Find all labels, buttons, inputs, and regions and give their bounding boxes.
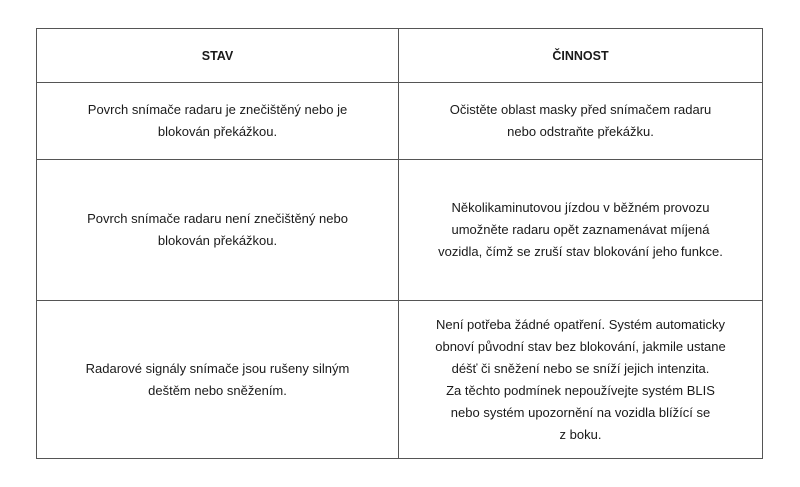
action-text-line: déšť či sněžení nebo se sníží jejich intenzita. (451, 360, 710, 376)
action-cell (399, 160, 763, 301)
action-text-line: obnoví původní stav bez blokování, jakmile ustane (435, 338, 726, 354)
table-header-row (37, 29, 763, 83)
header-stav: STAV (37, 29, 399, 83)
action-text-line: vozidla, čímž se zruší stav blokování jeho funkce. (438, 244, 723, 259)
action-text-line: Není potřeba žádné opatření. Systém automaticky (435, 316, 726, 332)
action-text-line: z boku. (559, 426, 602, 442)
action-text-line: Za těchto podmínek nepoužívejte systém BLIS (446, 382, 715, 398)
table-row (37, 301, 763, 459)
header-cinnost: ČINNOST (399, 29, 763, 83)
condition-cell (37, 160, 399, 301)
action-text-line: nebo odstraňte překážku. (507, 124, 654, 139)
table-row (37, 83, 763, 160)
condition-text-line: Radarové signály snímače jsou rušeny silným (85, 360, 350, 376)
action-text-line: umožněte radaru opět zaznamenávat míjená (451, 222, 710, 237)
status-action-table (36, 28, 763, 459)
condition-text-line: Povrch snímače radaru není znečištěný nebo (87, 211, 348, 226)
condition-text-line: blokován překážkou. (157, 233, 278, 248)
condition-cell (37, 301, 399, 459)
action-cell (399, 301, 763, 459)
condition-text-line: blokován překážkou. (157, 124, 278, 139)
condition-text-line: Povrch snímače radaru je znečištěný nebo je (87, 102, 348, 117)
condition-cell (37, 83, 399, 160)
action-text-line: Několikaminutovou jízdou v běžném provozu (451, 200, 710, 215)
action-text-line: nebo systém upozornění na vozidla blížící se (450, 404, 711, 420)
table-row (37, 160, 763, 301)
action-text-line: Očistěte oblast masky před snímačem radaru (449, 102, 712, 117)
condition-text-line: deštěm nebo sněžením. (148, 382, 287, 398)
action-cell (399, 83, 763, 160)
